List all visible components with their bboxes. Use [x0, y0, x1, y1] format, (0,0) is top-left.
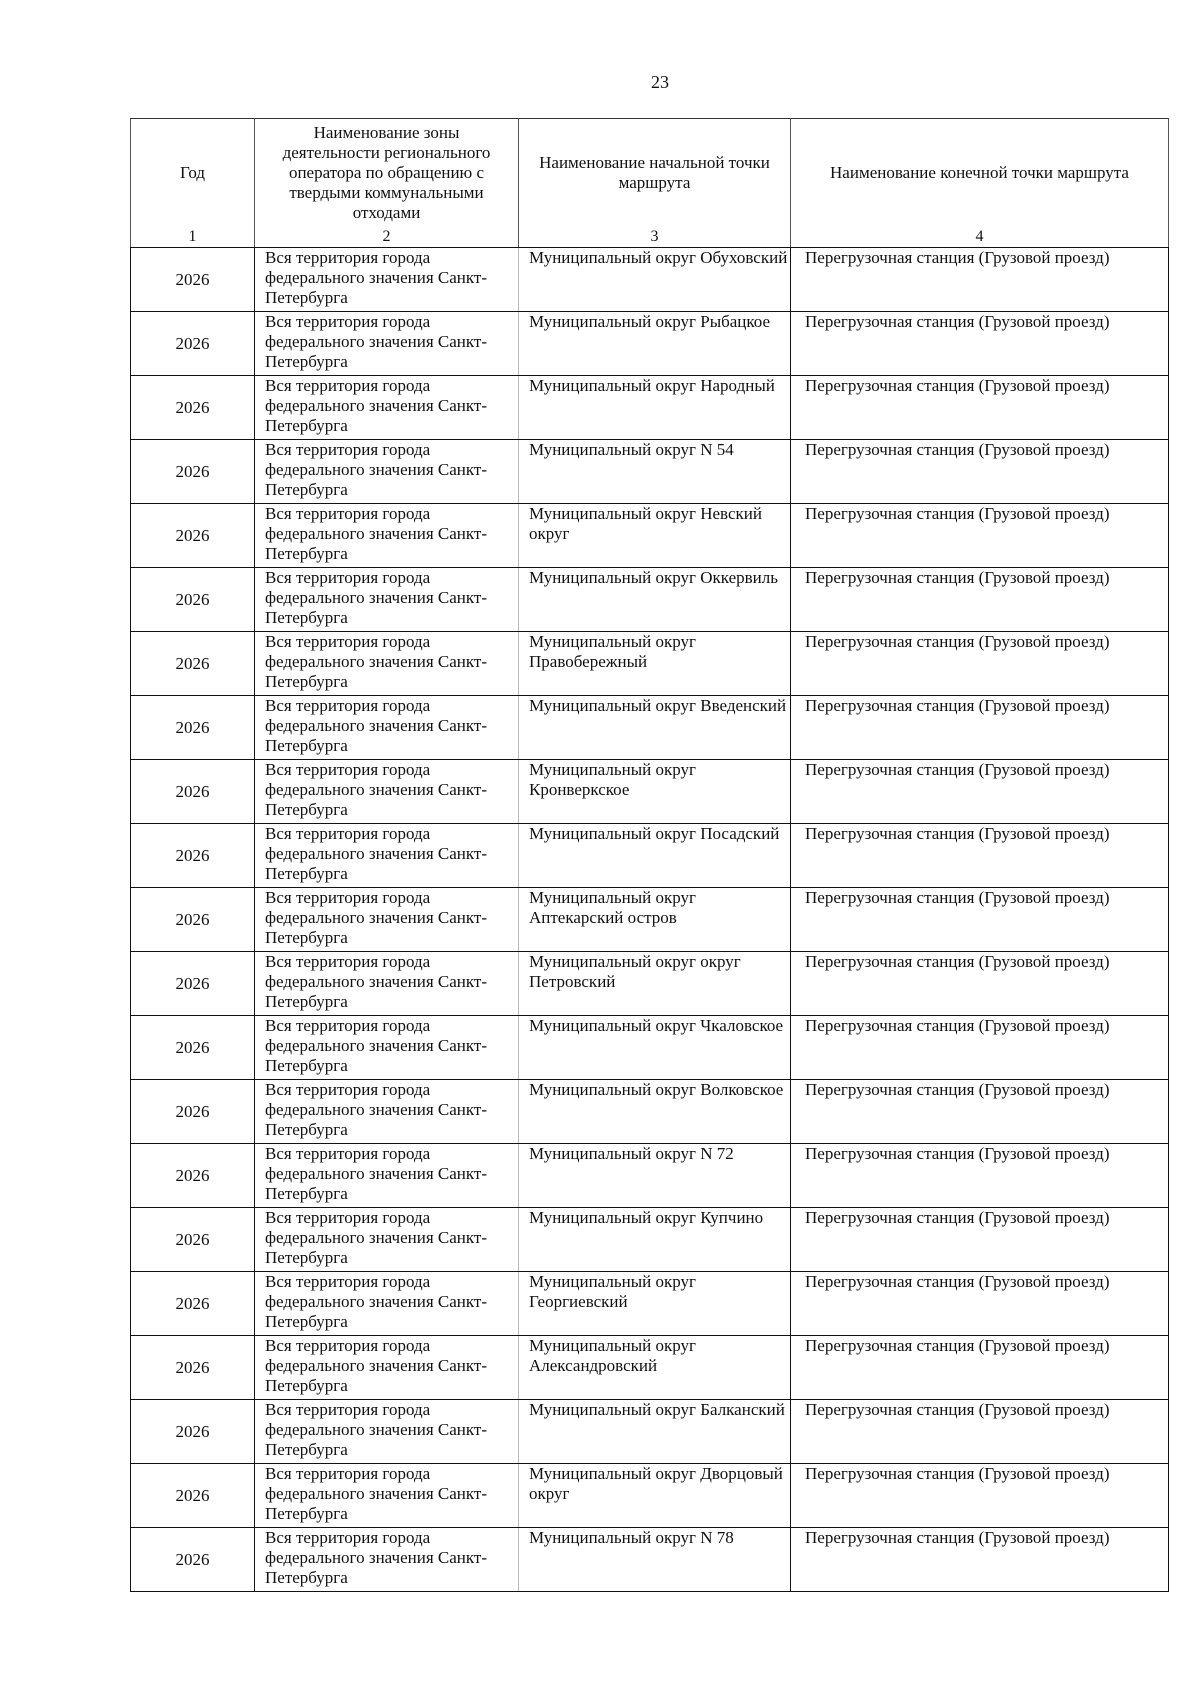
column-number: 3 [519, 227, 791, 248]
page-number: 23 [651, 72, 669, 92]
cell-year: 2026 [131, 568, 255, 632]
cell-zone: Вся территория города федерального значения Санкт-Петербурга [255, 248, 519, 312]
cell-year: 2026 [131, 1400, 255, 1464]
cell-zone: Вся территория города федерального значения Санкт-Петербурга [255, 376, 519, 440]
cell-start-point: Муниципальный округ Аптекарский остров [519, 888, 791, 952]
cell-year: 2026 [131, 1336, 255, 1400]
cell-zone: Вся территория города федерального значения Санкт-Петербурга [255, 760, 519, 824]
cell-start-point: Муниципальный округ Чкаловское [519, 1016, 791, 1080]
cell-zone: Вся территория города федерального значения Санкт-Петербурга [255, 696, 519, 760]
cell-end-point: Перегрузочная станция (Грузовой проезд) [791, 1464, 1169, 1528]
cell-zone: Вся территория города федерального значения Санкт-Петербурга [255, 1336, 519, 1400]
table-row [131, 1528, 1169, 1592]
cell-end-point: Перегрузочная станция (Грузовой проезд) [791, 312, 1169, 376]
cell-end-point: Перегрузочная станция (Грузовой проезд) [791, 1016, 1169, 1080]
cell-year: 2026 [131, 1080, 255, 1144]
cell-end-point: Перегрузочная станция (Грузовой проезд) [791, 952, 1169, 1016]
cell-year: 2026 [131, 1272, 255, 1336]
cell-year: 2026 [131, 952, 255, 1016]
table-row [131, 1144, 1169, 1208]
cell-zone: Вся территория города федерального значения Санкт-Петербурга [255, 1080, 519, 1144]
cell-end-point: Перегрузочная станция (Грузовой проезд) [791, 1528, 1169, 1592]
header-zone: Наименование зоны деятельности регионального оператора по обращению с твердыми коммунальными отходами [255, 119, 519, 228]
cell-start-point: Муниципальный округ Кронверкское [519, 760, 791, 824]
cell-start-point: Муниципальный округ N 72 [519, 1144, 791, 1208]
table-row [131, 1016, 1169, 1080]
header-start-point: Наименование начальной точки маршрута [519, 119, 791, 228]
cell-end-point: Перегрузочная станция (Грузовой проезд) [791, 632, 1169, 696]
cell-year: 2026 [131, 1528, 255, 1592]
cell-year: 2026 [131, 440, 255, 504]
cell-start-point: Муниципальный округ Народный [519, 376, 791, 440]
cell-zone: Вся территория города федерального значения Санкт-Петербурга [255, 1528, 519, 1592]
cell-end-point: Перегрузочная станция (Грузовой проезд) [791, 1080, 1169, 1144]
table-body [131, 248, 1169, 1592]
cell-zone: Вся территория города федерального значения Санкт-Петербурга [255, 632, 519, 696]
cell-end-point: Перегрузочная станция (Грузовой проезд) [791, 504, 1169, 568]
cell-year: 2026 [131, 1016, 255, 1080]
cell-end-point: Перегрузочная станция (Грузовой проезд) [791, 888, 1169, 952]
cell-start-point: Муниципальный округ Дворцовый округ [519, 1464, 791, 1528]
cell-zone: Вся территория города федерального значения Санкт-Петербурга [255, 312, 519, 376]
header-end-point: Наименование конечной точки маршрута [791, 119, 1169, 228]
header-row [131, 119, 1169, 228]
cell-end-point: Перегрузочная станция (Грузовой проезд) [791, 440, 1169, 504]
cell-year: 2026 [131, 312, 255, 376]
table-row [131, 1464, 1169, 1528]
column-number: 1 [131, 227, 255, 248]
cell-start-point: Муниципальный округ Обуховский [519, 248, 791, 312]
cell-start-point: Муниципальный округ Невский округ [519, 504, 791, 568]
cell-year: 2026 [131, 1144, 255, 1208]
cell-start-point: Муниципальный округ Правобережный [519, 632, 791, 696]
column-number: 4 [791, 227, 1169, 248]
table-row [131, 504, 1169, 568]
table-row [131, 824, 1169, 888]
cell-end-point: Перегрузочная станция (Грузовой проезд) [791, 1400, 1169, 1464]
cell-year: 2026 [131, 248, 255, 312]
cell-start-point: Муниципальный округ Посадский [519, 824, 791, 888]
header-year: Год [131, 119, 255, 228]
cell-zone: Вся территория города федерального значения Санкт-Петербурга [255, 888, 519, 952]
table-row [131, 1272, 1169, 1336]
cell-start-point: Муниципальный округ Купчино [519, 1208, 791, 1272]
table-row [131, 1080, 1169, 1144]
table-row [131, 440, 1169, 504]
column-number: 2 [255, 227, 519, 248]
table-header [131, 119, 1169, 248]
cell-end-point: Перегрузочная станция (Грузовой проезд) [791, 248, 1169, 312]
cell-zone: Вся территория города федерального значения Санкт-Петербурга [255, 1208, 519, 1272]
cell-year: 2026 [131, 760, 255, 824]
table-row [131, 696, 1169, 760]
table-row [131, 1400, 1169, 1464]
table-row [131, 632, 1169, 696]
cell-start-point: Муниципальный округ Александровский [519, 1336, 791, 1400]
table-row [131, 1208, 1169, 1272]
table-row [131, 1336, 1169, 1400]
route-table [130, 118, 1169, 1592]
cell-year: 2026 [131, 632, 255, 696]
cell-zone: Вся территория города федерального значения Санкт-Петербурга [255, 1016, 519, 1080]
cell-year: 2026 [131, 376, 255, 440]
cell-start-point: Муниципальный округ Георгиевский [519, 1272, 791, 1336]
cell-start-point: Муниципальный округ Волковское [519, 1080, 791, 1144]
cell-end-point: Перегрузочная станция (Грузовой проезд) [791, 376, 1169, 440]
cell-start-point: Муниципальный округ Рыбацкое [519, 312, 791, 376]
table-row [131, 760, 1169, 824]
cell-start-point: Муниципальный округ Балканский [519, 1400, 791, 1464]
cell-year: 2026 [131, 1464, 255, 1528]
table-row [131, 952, 1169, 1016]
cell-end-point: Перегрузочная станция (Грузовой проезд) [791, 1272, 1169, 1336]
cell-year: 2026 [131, 824, 255, 888]
cell-zone: Вся территория города федерального значения Санкт-Петербурга [255, 1400, 519, 1464]
cell-end-point: Перегрузочная станция (Грузовой проезд) [791, 824, 1169, 888]
cell-zone: Вся территория города федерального значения Санкт-Петербурга [255, 568, 519, 632]
cell-zone: Вся территория города федерального значения Санкт-Петербурга [255, 952, 519, 1016]
table-row [131, 248, 1169, 312]
cell-end-point: Перегрузочная станция (Грузовой проезд) [791, 696, 1169, 760]
cell-start-point: Муниципальный округ Введенский [519, 696, 791, 760]
cell-zone: Вся территория города федерального значения Санкт-Петербурга [255, 824, 519, 888]
cell-year: 2026 [131, 1208, 255, 1272]
cell-zone: Вся территория города федерального значения Санкт-Петербурга [255, 1464, 519, 1528]
cell-year: 2026 [131, 504, 255, 568]
cell-end-point: Перегрузочная станция (Грузовой проезд) [791, 760, 1169, 824]
cell-end-point: Перегрузочная станция (Грузовой проезд) [791, 1336, 1169, 1400]
cell-zone: Вся территория города федерального значения Санкт-Петербурга [255, 440, 519, 504]
cell-end-point: Перегрузочная станция (Грузовой проезд) [791, 1144, 1169, 1208]
cell-zone: Вся территория города федерального значения Санкт-Петербурга [255, 1272, 519, 1336]
cell-zone: Вся территория города федерального значения Санкт-Петербурга [255, 1144, 519, 1208]
table-row [131, 568, 1169, 632]
cell-start-point: Муниципальный округ Оккервиль [519, 568, 791, 632]
cell-zone: Вся территория города федерального значения Санкт-Петербурга [255, 504, 519, 568]
cell-year: 2026 [131, 888, 255, 952]
column-number-row [131, 227, 1169, 248]
table-row [131, 376, 1169, 440]
table-row [131, 312, 1169, 376]
cell-year: 2026 [131, 696, 255, 760]
cell-start-point: Муниципальный округ N 54 [519, 440, 791, 504]
cell-end-point: Перегрузочная станция (Грузовой проезд) [791, 568, 1169, 632]
cell-end-point: Перегрузочная станция (Грузовой проезд) [791, 1208, 1169, 1272]
table-row [131, 888, 1169, 952]
cell-start-point: Муниципальный округ округ Петровский [519, 952, 791, 1016]
cell-start-point: Муниципальный округ N 78 [519, 1528, 791, 1592]
